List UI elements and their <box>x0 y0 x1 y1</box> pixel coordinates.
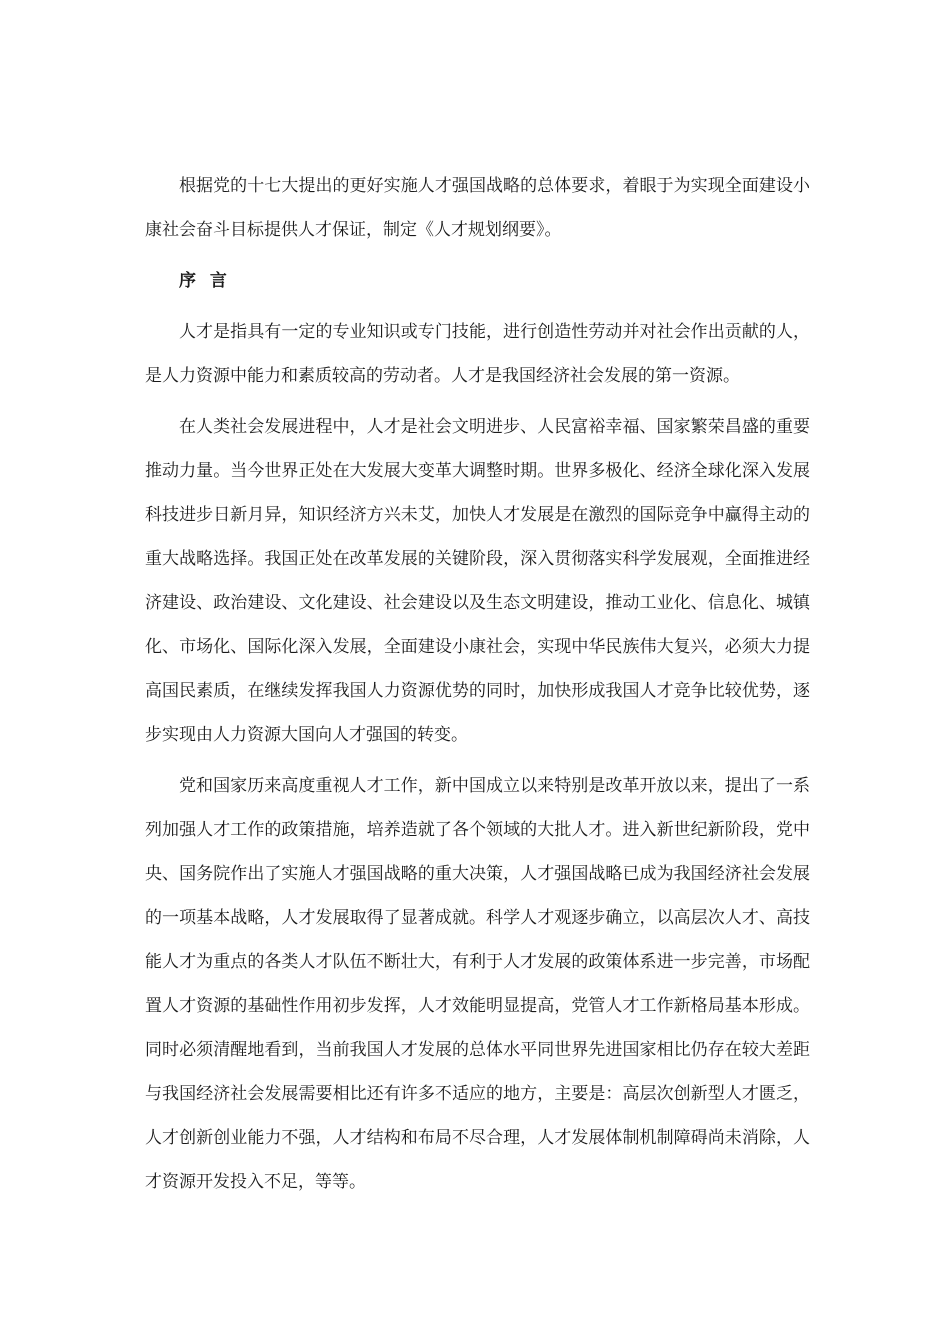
preface-heading: 序 言 <box>179 271 231 291</box>
paragraph-3: 党和国家历来高度重视人才工作，新中国成立以来特别是改革开放以来，提出了一系列加强人才工作的政策措施，培养造就了各个领域的大批人才。进入新世纪新阶段，党中央、国务院作出了实施人才强国战略的重大决策，人才强国战略已成为我国经济社会发展的一项基本战略，人才发展取得了显著成就。科学人才观逐步确立，以高层次人才、高技能人才为重点的各类人才队伍不断壮大，有利于人才发展的政策体系进一步完善，市场配置人才资源的基础性作用初步发挥，人才效能明显提高，党管人才工作新格局基本形成。同时必须清醒地看到，当前我国人才发展的总体水平同世界先进国家相比仍存在较大差距与我国经济社会发展需要相比还有许多不适应的地方，主要是：高层次创新型人才匮乏，人才创新创业能力不强，人才结构和布局不尽合理，人才发展体制机制障碍尚未消除，人才资源开发投入不足，等等。 <box>145 776 810 1192</box>
intro-paragraph: 根据党的十七大提出的更好实施人才强国战略的总体要求，着眼于为实现全面建设小康社会奋斗目标提供人才保证，制定《人才规划纲要》。 <box>145 176 810 240</box>
paragraph-1: 人才是指具有一定的专业知识或专门技能，进行创造性劳动并对社会作出贡献的人，是人力资源中能力和素质较高的劳动者。人才是我国经济社会发展的第一资源。 <box>145 322 810 386</box>
document-body <box>145 164 810 1204</box>
paragraph-2: 在人类社会发展进程中，人才是社会文明进步、人民富裕幸福、国家繁荣昌盛的重要推动力量。当今世界正处在大发展大变革大调整时期。世界多极化、经济全球化深入发展科技进步日新月异，知识经济方兴未艾，加快人才发展是在激烈的国际竞争中赢得主动的重大战略选择。我国正处在改革发展的关键阶段，深入贯彻落实科学发展观，全面推进经济建设、政治建设、文化建设、社会建设以及生态文明建设，推动工业化、信息化、城镇化、市场化、国际化深入发展，全面建设小康社会，实现中华民族伟大复兴，必须大力提高国民素质，在继续发挥我国人力资源优势的同时，加快形成我国人才竞争比较优势，逐步实现由人力资源大国向人才强国的转变。 <box>145 417 810 745</box>
